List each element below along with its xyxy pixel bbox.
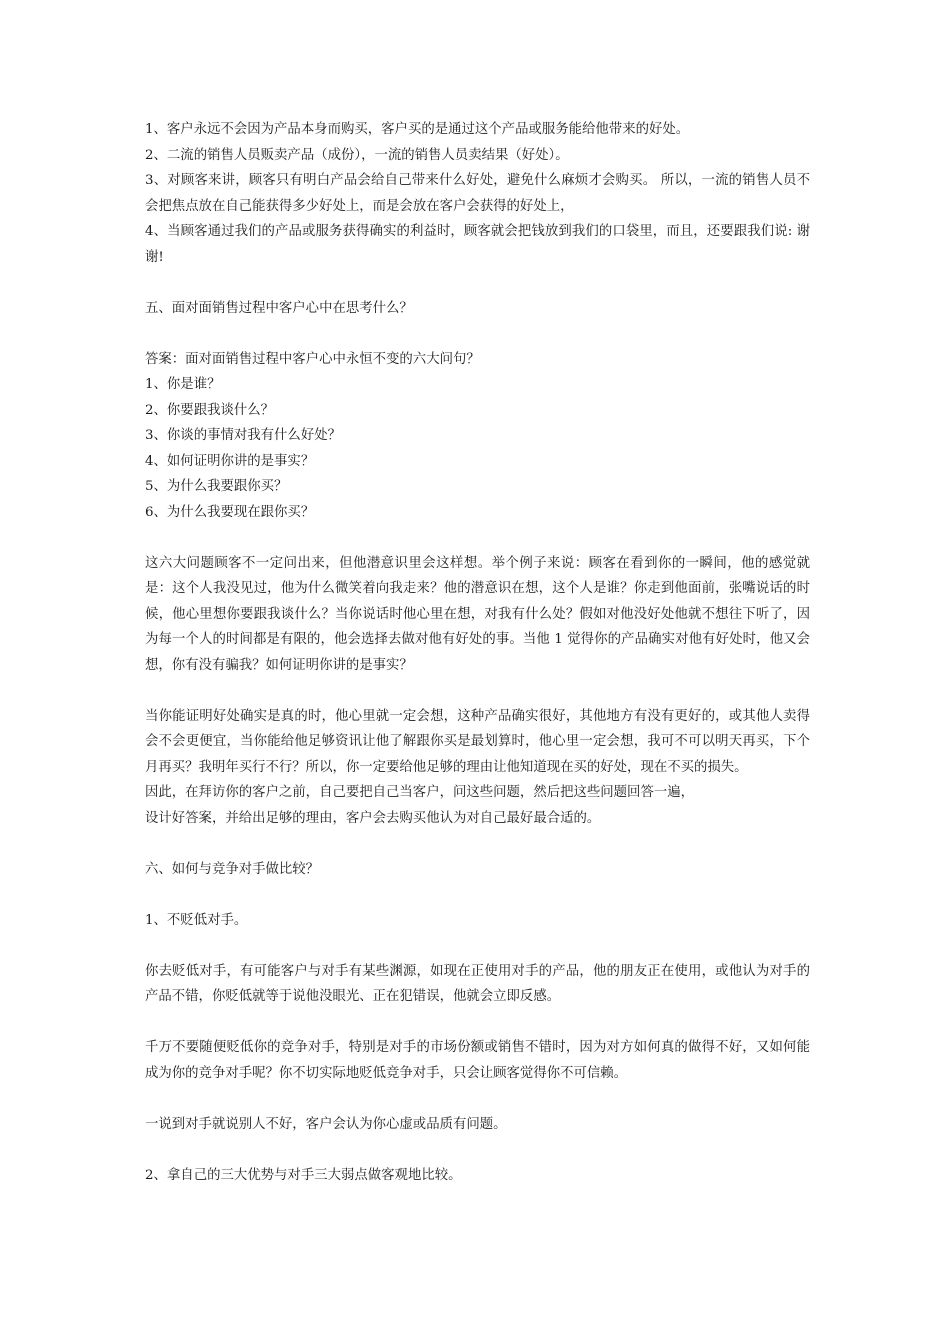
answer-intro: 答案：面对面销售过程中客户心中永恒不变的六大问句？ — [145, 351, 480, 367]
point-1-paragraph-1: 你去贬低对手，有可能客户与对手有某些渊源，如现在正使用对手的产品，他的朋友正在使用，或他认为对手的产品不错，你贬低就等于说他没眼光、正在犯错误，他就会立即反感。 — [145, 963, 810, 1004]
spacer — [145, 933, 810, 959]
section-6-heading: 六、如何与竞争对手做比较？ — [145, 861, 320, 877]
benefit-item-4: 4、当顾客通过我们的产品或服务获得确实的利益时，顾客就会把钱放到我们的口袋里，而且，还要跟我们说: 谢谢! — [145, 224, 810, 265]
document-page — [145, 117, 810, 1188]
spacer — [145, 831, 810, 857]
preparation-line-1: 因此，在拜访你的客户之前，自己要把自己当客户，问这些问题，然后把这些问题回答一遍， — [145, 785, 695, 800]
question-3: 3、你谈的事情对我有什么好处？ — [145, 428, 341, 443]
spacer — [145, 1010, 810, 1036]
question-5: 5、为什么我要跟你买？ — [145, 479, 288, 494]
spacer — [145, 270, 810, 296]
proof-paragraph: 当你能证明好处确实是真的时，他心里就一定会想，这种产品确实很好，其他地方有没有更好的，或其他人卖得会不会更便宜，当你能给他足够资讯让他了解跟你买是最划算时，他心里一定会想，我可不可以明天再买，下个月再买？我明年买行不行？所以，你一定要给他足够的理由让他知道现在买的好处，现在不买的损失。 — [145, 708, 810, 775]
spacer — [145, 525, 810, 551]
benefit-item-2: 2、二流的销售人员贩卖产品（成份），一流的销售人员卖结果（好处）。 — [145, 147, 569, 163]
spacer — [145, 882, 810, 908]
question-4: 4、如何证明你讲的是事实？ — [145, 453, 315, 469]
preparation-line-2: 设计好答案，并给出足够的理由，客户会去购买他认为对自己最好最合适的。 — [145, 810, 601, 826]
six-questions-explanation: 这六大问题顾客不一定问出来，但他潜意识里会这样想。举个例子来说：顾客在看到你的一瞬间，他的感觉就是：这个人我没见过，他为什么微笑着向我走来？他的潜意识在想，这个人是谁？你走到他面前，张嘴说话的时候，他心里想你要跟我谈什么？当你说话时他心里在想，对我有什么处？假如对他没好处他就不想往下听了，因为每一个人的时间都是有限的，他会选择去做对他有好处的事。当他 1 觉得你的产品确实对他有好处时，他又会想，你有没有骗我？如何证明你讲的是事实？ — [145, 555, 810, 673]
spacer — [145, 1137, 810, 1163]
benefit-item-3: 3、对顾客来讲，顾客只有明白产品会给自己带来什么好处，避免什么麻烦才会购买。 所以，一流的销售人员不会把焦点放在自己能获得多少好处上，而是会放在客户会获得的好处上， — [145, 173, 810, 214]
point-1-title: 1、不贬低对手。 — [145, 912, 248, 928]
question-6: 6、为什么我要现在跟你买？ — [145, 504, 315, 520]
point-2-title: 2、拿自己的三大优势与对手三大弱点做客观地比较。 — [145, 1167, 462, 1183]
question-1: 1、你是谁？ — [145, 377, 221, 392]
point-1-paragraph-2: 千万不要随便贬低你的竞争对手，特别是对手的市场份额或销售不错时，因为对方如何真的做得不好，又如何能成为你的竞争对手呢？你不切实际地贬低竞争对手，只会让顾客觉得你不可信赖。 — [145, 1040, 810, 1081]
question-2: 2、你要跟我谈什么？ — [145, 402, 275, 418]
spacer — [145, 678, 810, 704]
spacer — [145, 1086, 810, 1112]
point-1-paragraph-3: 一说到对手就说别人不好，客户会认为你心虚或品质有问题。 — [145, 1116, 507, 1132]
spacer — [145, 321, 810, 347]
section-5-heading: 五、面对面销售过程中客户心中在思考什么？ — [145, 300, 413, 316]
benefit-item-1: 1、客户永远不会因为产品本身而购买，客户买的是通过这个产品或服务能给他带来的好处。 — [145, 122, 690, 137]
